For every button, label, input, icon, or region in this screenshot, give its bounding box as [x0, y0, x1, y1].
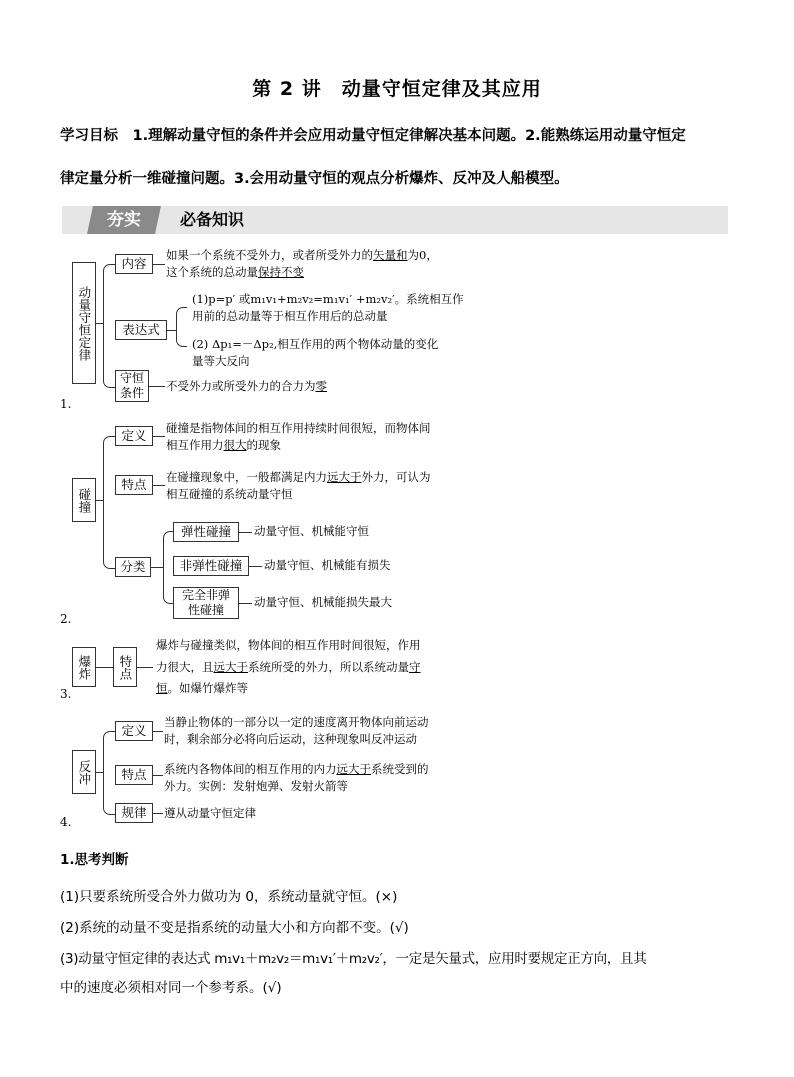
- page-title: 第 2 讲 动量守恒定律及其应用: [252, 78, 542, 100]
- condition-text: 不受外力或所受外力的合力为零: [166, 379, 327, 393]
- node-condition: 守恒条件: [115, 370, 149, 402]
- recoil-law-text: 遵从动量守恒定律: [164, 806, 256, 820]
- judge-q3a: (3)动量守恒定律的表达式 m₁v₁＋m₂v₂＝m₁v₁′＋m₂v₂′，一定是矢量式，应用时要规定正方向，且其: [60, 951, 647, 967]
- node-recoil-feature: 特点: [115, 765, 153, 785]
- node-content: 内容: [115, 254, 153, 274]
- inelastic-text: 动量守恒、机械能有损失: [264, 558, 391, 572]
- banner-label: 必备知识: [180, 210, 245, 229]
- learning-goal-line1: 学习目标 1.理解动量守恒的条件并会应用动量守恒定律解决基本问题。2.能熟练运用动量守恒定: [60, 128, 686, 144]
- expression-2b: 量等大反向: [192, 354, 250, 368]
- root-recoil: 反冲: [72, 750, 96, 794]
- perfectly-inelastic-text: 动量守恒、机械能损失最大: [254, 595, 392, 609]
- content-text-2: 这个系统的总动量保持不变: [166, 265, 304, 279]
- explosion-text-1: 爆炸与碰撞类似，物体间的相互作用时间很短，作用: [156, 638, 421, 652]
- banner-tab: 夯实: [87, 206, 161, 234]
- recoil-definition-2: 时，剩余部分必将向后运动，这种现象叫反冲运动: [164, 732, 417, 746]
- learning-goal-label: 学习目标: [60, 128, 118, 144]
- expression-1a: (1)p=p′ 或m₁v₁+m₂v₂=m₁v₁′ +m₂v₂′。系统相互作: [192, 292, 464, 306]
- node-explosion-feature: 特点: [113, 647, 137, 687]
- root-collision: 碰撞: [72, 478, 96, 522]
- recoil-feature-2: 外力。实例：发射炮弹、发射火箭等: [164, 779, 348, 793]
- content-text-1: 如果一个系统不受外力，或者所受外力的矢量和为0，: [166, 248, 438, 262]
- root-momentum-law: 动量守恒定律: [72, 262, 96, 384]
- explosion-text-3: 恒。如爆竹爆炸等: [156, 681, 248, 695]
- node-feature: 特点: [115, 475, 153, 495]
- judge-q2: (2)系统的动量不变是指系统的动量大小和方向都不变。(√): [60, 920, 409, 936]
- diagram-number-3: 3.: [60, 687, 72, 701]
- node-classification: 分类: [115, 557, 151, 577]
- diagram-number-2: 2.: [60, 612, 72, 626]
- learning-goal-line2: 律定量分析一维碰撞问题。3.会用动量守恒的观点分析爆炸、反冲及人船模型。: [60, 171, 569, 187]
- node-expression: 表达式: [115, 320, 167, 340]
- judge-q1: (1)只要系统所受合外力做功为 0，系统动量就守恒。(×): [60, 889, 398, 905]
- definition-text-1: 碰撞是指物体间的相互作用持续时间很短，而物体间: [166, 421, 431, 435]
- feature-text-2: 相互碰撞的系统动量守恒: [166, 487, 293, 501]
- expression-1b: 用前的总动量等于相互作用后的总动量: [192, 309, 388, 323]
- node-recoil-definition: 定义: [115, 721, 153, 741]
- node-recoil-law: 规律: [115, 803, 153, 823]
- diagram-number-1: 1.: [60, 397, 72, 411]
- root-explosion: 爆炸: [72, 647, 96, 687]
- elastic-text: 动量守恒、机械能守恒: [254, 524, 369, 538]
- explosion-text-2: 力很大，且远大于系统所受的外力，所以系统动量守: [156, 660, 421, 674]
- node-definition: 定义: [115, 426, 153, 446]
- feature-text-1: 在碰撞现象中，一般都满足内力远大于外力，可认为: [166, 470, 431, 484]
- judge-heading: 1.思考判断: [60, 852, 129, 868]
- expression-2a: (2) Δp₁=－Δp₂,相互作用的两个物体动量的变化: [192, 337, 439, 351]
- recoil-feature-1: 系统内各物体间的相互作用的内力远大于系统受到的: [164, 762, 429, 776]
- diagram-number-4: 4.: [60, 815, 72, 829]
- node-elastic: 弹性碰撞: [173, 522, 239, 542]
- node-perfectly-inelastic: 完全非弹性碰撞: [173, 587, 239, 619]
- section-banner: [62, 206, 728, 234]
- judge-q3b: 中的速度必须相对同一个参考系。(√): [60, 980, 282, 996]
- definition-text-2: 相互作用力很大的现象: [166, 438, 281, 452]
- node-inelastic: 非弹性碰撞: [173, 556, 249, 576]
- recoil-definition-1: 当静止物体的一部分以一定的速度离开物体向前运动: [164, 715, 429, 729]
